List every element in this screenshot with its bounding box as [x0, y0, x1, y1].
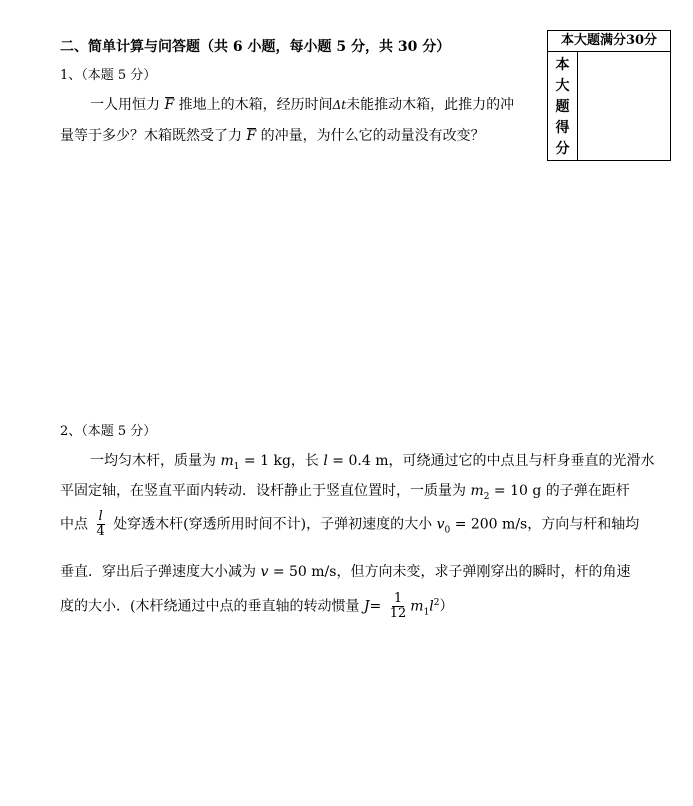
fraction-l-over-4: [94, 510, 106, 539]
fraction-denominator: 12: [389, 606, 407, 621]
subscript: 2: [483, 491, 490, 502]
score-label-char: 题: [555, 98, 570, 115]
text: 处穿透木杆(穿透所用时间不计)，子弹初速度的大小: [113, 516, 433, 533]
text: 一人用恒力: [90, 97, 160, 113]
score-label-char: 大: [555, 78, 570, 95]
q1-line-2: [60, 125, 485, 145]
mass-symbol: m: [410, 598, 424, 615]
text: ）: [439, 598, 454, 615]
text: 垂直．穿出后子弹速度大小减为: [60, 564, 256, 580]
q2-line-3: [60, 510, 639, 539]
text: 度的大小．(木杆绕通过中点的垂直轴的转动惯量: [60, 598, 360, 615]
text: = 200 m/s，方向与杆和轴均: [454, 516, 640, 533]
text: = 1 kg，长: [243, 453, 319, 469]
q2-heading: 2、（本题 5 分）: [60, 424, 157, 439]
velocity-symbol: v: [260, 564, 269, 580]
equals-sign: =: [369, 598, 382, 615]
score-box-header: 本大题满分30分: [548, 31, 670, 52]
text: 未能推动木箱，此推力的冲: [346, 97, 515, 113]
superscript: 2: [433, 597, 440, 608]
force-vector-symbol: F: [246, 128, 257, 144]
velocity-symbol: v: [436, 516, 445, 533]
q2-line-1: [60, 450, 654, 472]
text: 推地上的木箱，经历时间: [178, 97, 333, 113]
text: 的冲量，为什么它的动量没有改变？: [260, 128, 485, 144]
force-vector-symbol: F: [164, 97, 175, 113]
text: = 50 m/s，但方向未变，求子弹刚穿出的瞬时，杆的角速: [272, 564, 631, 580]
q2-line-4: [60, 561, 630, 581]
score-box-label: [548, 52, 578, 160]
text: 平固定轴，在竖直平面内转动．设杆静止于竖直位置时，一质量为: [60, 483, 466, 499]
subscript: 0: [444, 525, 451, 536]
length-symbol: l: [323, 453, 328, 469]
q1-line-1: [60, 94, 514, 114]
subscript: 1: [233, 461, 240, 472]
text: 量等于多少？木箱既然受了力: [60, 128, 242, 144]
text: = 10 g 的子弹在距杆: [493, 483, 630, 499]
score-label-char: 得: [555, 119, 570, 136]
text: 中点: [60, 516, 88, 533]
mass-symbol: m: [220, 453, 234, 469]
fraction-1-over-12: [388, 592, 409, 621]
text: 一均匀木杆，质量为: [90, 453, 216, 469]
inertia-symbol: J: [363, 598, 370, 615]
score-label-char: 本: [555, 57, 570, 74]
score-entry-field[interactable]: [578, 52, 670, 160]
section-title: 二、简单计算与问答题（共 6 小题，每小题 5 分，共 30 分）: [60, 39, 451, 55]
q2-line-5: [60, 592, 454, 621]
length-symbol: l: [429, 598, 434, 615]
score-label-char: 分: [555, 140, 570, 157]
fraction-denominator: 4: [96, 524, 105, 539]
q2-line-2: [60, 480, 630, 502]
time-symbol: Δt: [332, 98, 347, 112]
mass-symbol: m: [470, 483, 484, 499]
q1-heading: 1、（本题 5 分）: [60, 68, 157, 83]
fraction-numerator: l: [98, 509, 103, 524]
text: = 0.4 m，可绕通过它的中点且与杆身垂直的光滑水: [332, 453, 655, 469]
score-box-body: [548, 52, 670, 160]
fraction-numerator: 1: [393, 591, 403, 606]
score-box: [547, 30, 671, 161]
subscript: 1: [423, 607, 430, 618]
